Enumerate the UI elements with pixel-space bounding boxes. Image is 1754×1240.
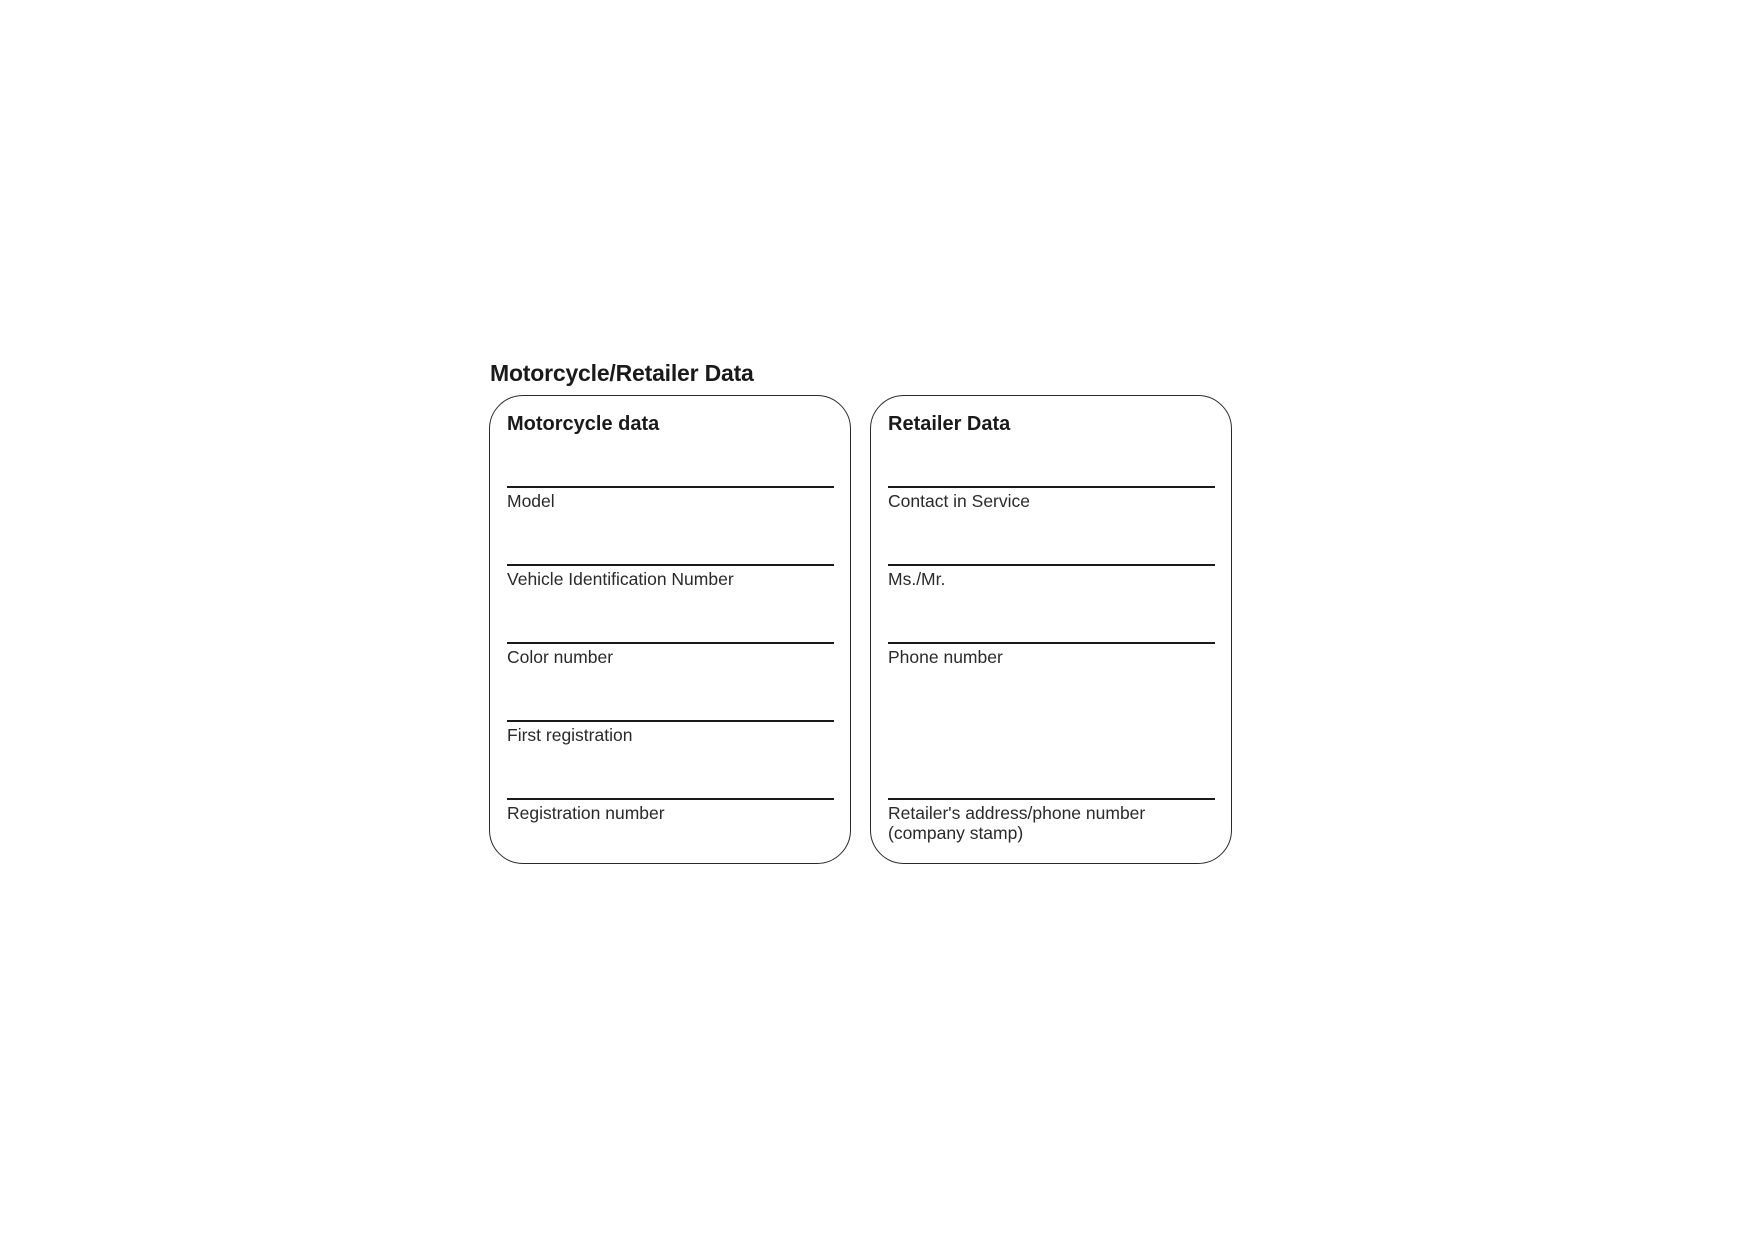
first-registration-entry-line[interactable] bbox=[507, 720, 834, 722]
phone-number-label: Phone number bbox=[888, 647, 1003, 667]
vin-label: Vehicle Identification Number bbox=[507, 569, 734, 589]
color-number-label: Color number bbox=[507, 647, 614, 667]
motorcycle-data-card bbox=[489, 395, 851, 864]
registration-number-field[interactable] bbox=[507, 798, 834, 823]
first-registration-label: First registration bbox=[507, 725, 633, 745]
ms-mr-label: Ms./Mr. bbox=[888, 569, 946, 589]
contact-in-service-entry-line[interactable] bbox=[888, 486, 1215, 488]
first-registration-field[interactable] bbox=[507, 720, 834, 745]
registration-number-entry-line[interactable] bbox=[507, 798, 834, 800]
vin-field[interactable] bbox=[507, 564, 834, 589]
retailer-address-label: Retailer's address/phone number (company stamp) bbox=[888, 803, 1146, 843]
color-number-field[interactable] bbox=[507, 642, 834, 667]
page-title: Motorcycle/Retailer Data bbox=[490, 360, 754, 386]
retailer-address-field[interactable] bbox=[888, 798, 1215, 843]
vin-entry-line[interactable] bbox=[507, 564, 834, 566]
model-label: Model bbox=[507, 491, 555, 511]
contact-in-service-field[interactable] bbox=[888, 486, 1215, 511]
color-number-entry-line[interactable] bbox=[507, 642, 834, 644]
registration-number-label: Registration number bbox=[507, 803, 665, 823]
retailer-data-title: Retailer Data bbox=[888, 413, 1011, 435]
ms-mr-field[interactable] bbox=[888, 564, 1215, 589]
phone-number-field[interactable] bbox=[888, 642, 1215, 667]
motorcycle-data-title: Motorcycle data bbox=[507, 413, 660, 435]
ms-mr-entry-line[interactable] bbox=[888, 564, 1215, 566]
phone-number-entry-line[interactable] bbox=[888, 642, 1215, 644]
contact-in-service-label: Contact in Service bbox=[888, 491, 1031, 511]
retailer-address-entry-line[interactable] bbox=[888, 798, 1215, 800]
retailer-data-card bbox=[870, 395, 1232, 864]
model-entry-line[interactable] bbox=[507, 486, 834, 488]
model-field[interactable] bbox=[507, 486, 834, 511]
